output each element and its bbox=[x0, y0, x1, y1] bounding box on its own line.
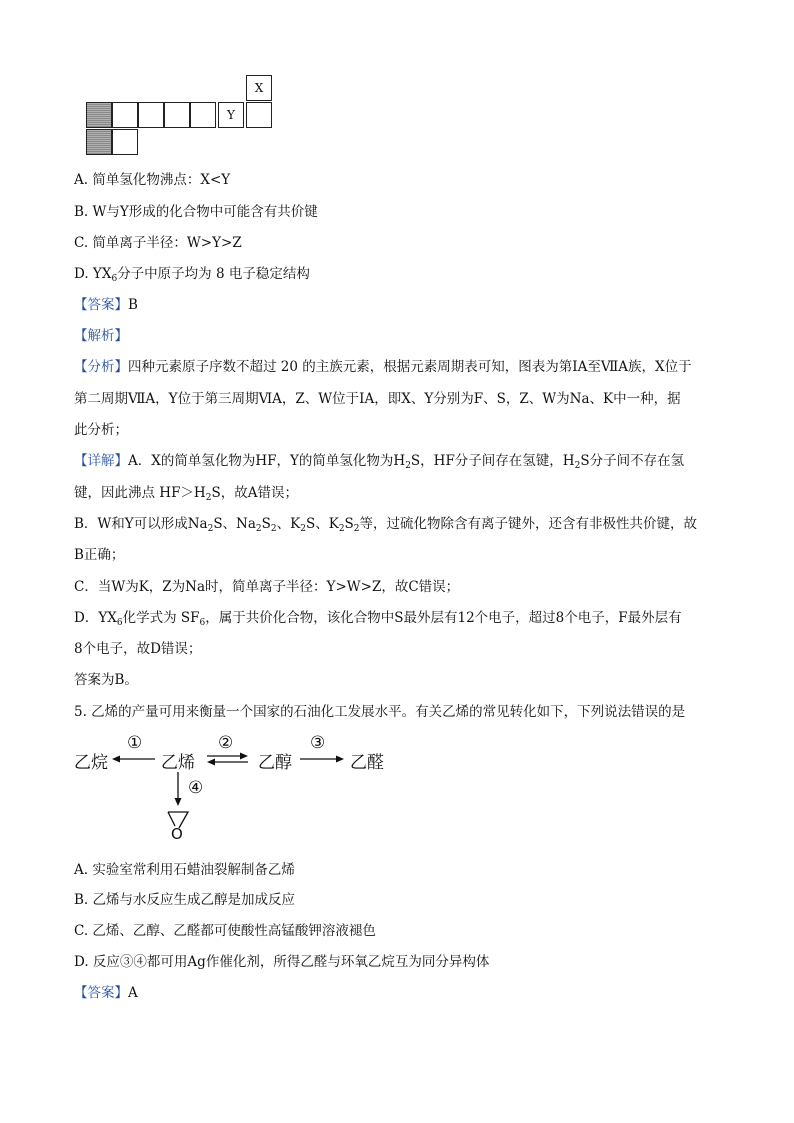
jiexi-tag: 【解析】 bbox=[74, 328, 128, 344]
q4-option-a: A. 简单氢化物沸点：X<Y bbox=[74, 172, 231, 188]
answer-value: B bbox=[128, 297, 138, 313]
xj-text: ，属于共价化合物，该化合物中S最外层有12个电子，超过8个电子，F最外层有 bbox=[205, 610, 682, 626]
acetaldehyde-label: 乙醛 bbox=[350, 753, 384, 773]
xj-text: S，故A错误； bbox=[211, 485, 298, 501]
q5-stem: 5. 乙烯的产量可用来衡量一个国家的石油化工发展水平。有关乙烯的常见转化如下，下列说法错误的是 bbox=[74, 704, 686, 720]
xj-text: 等，过硫化物除含有离子键外，还含有非极性共价键，故 bbox=[359, 516, 698, 532]
q4-fenxi-line-2: 第二周期ⅦA，Y位于第三周期ⅥA，Z、W位于ⅠA，即X、Y分别为F、S，Z、W为Na、K中一种，据 bbox=[74, 391, 681, 407]
xj-text: S、K bbox=[305, 516, 339, 532]
subscript: 2 bbox=[300, 524, 306, 534]
xj-text: A．X的简单氢化物为HF，Y的简单氢化物为H bbox=[128, 453, 406, 469]
xj-text: 键，因此沸点 HF＞H bbox=[74, 485, 206, 501]
fenxi-tag: 【分析】 bbox=[74, 359, 128, 375]
step-3-label: ③ bbox=[310, 733, 326, 753]
xiangjie-tag: 【详解】 bbox=[74, 453, 128, 469]
q4-option-b: B. W与Y形成的化合物中可能含有共价键 bbox=[74, 204, 318, 220]
q4-final-answer: 答案为B。 bbox=[74, 672, 138, 688]
subscript: 2 bbox=[255, 524, 262, 534]
arrowhead-2-reverse bbox=[207, 759, 215, 766]
answer-value: A bbox=[128, 985, 138, 1001]
q4-xiangjie-d-line-2: 8个电子，故D错误； bbox=[74, 641, 202, 657]
xj-text: B．W和Y可以形成Na bbox=[74, 516, 208, 532]
step-4-label: ④ bbox=[188, 778, 204, 798]
q4-xiangjie-c: C．当W为K，Z为Na时，简单离子半径：Y>W>Z，故C错误； bbox=[74, 579, 460, 595]
epoxide-ring-left bbox=[168, 812, 175, 826]
arrowhead-1 bbox=[112, 756, 120, 763]
q5-option-c: C. 乙烯、乙醇、乙醛都可使酸性高锰酸钾溶液褪色 bbox=[74, 923, 376, 939]
xj-text: 、K bbox=[276, 516, 301, 532]
q5-option-a: A. 实验室常利用石蜡油裂解制备乙烯 bbox=[74, 862, 295, 878]
q4-fenxi-line-3: 此分析； bbox=[74, 422, 128, 438]
subscript: 2 bbox=[574, 461, 581, 471]
table-cell-y: Y bbox=[218, 102, 244, 128]
subscript: 2 bbox=[270, 524, 277, 534]
ethylene-label: 乙烯 bbox=[161, 753, 195, 773]
xj-text: S、Na bbox=[213, 516, 256, 532]
q4-option-d-text: D. YX bbox=[74, 266, 112, 282]
q5-option-d: D. 反应③④都可用Ag作催化剂，所得乙醛与环氧乙烷互为同分异构体 bbox=[74, 954, 490, 970]
oxygen-label: O bbox=[171, 825, 183, 843]
ethane-label: 乙烷 bbox=[74, 753, 108, 773]
step-2-label: ② bbox=[218, 733, 234, 753]
subscript: 6 bbox=[199, 618, 206, 628]
xj-text: S bbox=[261, 516, 271, 532]
answer-tag: 【答案】 bbox=[74, 985, 128, 1001]
subscript: 2 bbox=[205, 493, 212, 503]
subscript: 2 bbox=[405, 461, 411, 471]
table-cell-x: X bbox=[246, 75, 272, 101]
arrowhead-2-forward bbox=[240, 753, 248, 760]
xj-text: S bbox=[344, 516, 354, 532]
ethanol-label: 乙醇 bbox=[258, 753, 292, 773]
answer-tag: 【答案】 bbox=[74, 297, 128, 313]
xj-text: S分子间不存在氢 bbox=[580, 453, 685, 469]
subscript: 6 bbox=[111, 274, 118, 284]
q5-answer bbox=[74, 984, 138, 1002]
arrowhead-3 bbox=[336, 756, 344, 763]
subscript: 2 bbox=[353, 524, 360, 534]
fenxi-text: 四种元素原子序数不超过 20 的主族元素，根据元素周期表可知，图表为第ⅠA至ⅦA族，X位于 bbox=[128, 359, 692, 375]
subscript: 2 bbox=[338, 524, 345, 534]
step-1-label: ① bbox=[127, 733, 143, 753]
q4-option-d-text: 分子中原子均为 8 电子稳定结构 bbox=[117, 266, 310, 282]
xj-text: S，HF分子间存在氢键，H bbox=[410, 453, 575, 469]
q5-option-b: B. 乙烯与水反应生成乙醇是加成反应 bbox=[74, 892, 296, 908]
subscript: 2 bbox=[207, 524, 214, 534]
arrowhead-4 bbox=[175, 798, 182, 806]
q4-xiangjie-b-line-2: B正确； bbox=[74, 547, 125, 563]
q4-option-c: C. 简单离子半径：W>Y>Z bbox=[74, 235, 242, 251]
epoxide-ring bbox=[168, 812, 188, 828]
subscript: 6 bbox=[116, 618, 123, 628]
xj-text: D．YX bbox=[74, 610, 117, 626]
xj-text: 化学式为 SF bbox=[122, 610, 200, 626]
